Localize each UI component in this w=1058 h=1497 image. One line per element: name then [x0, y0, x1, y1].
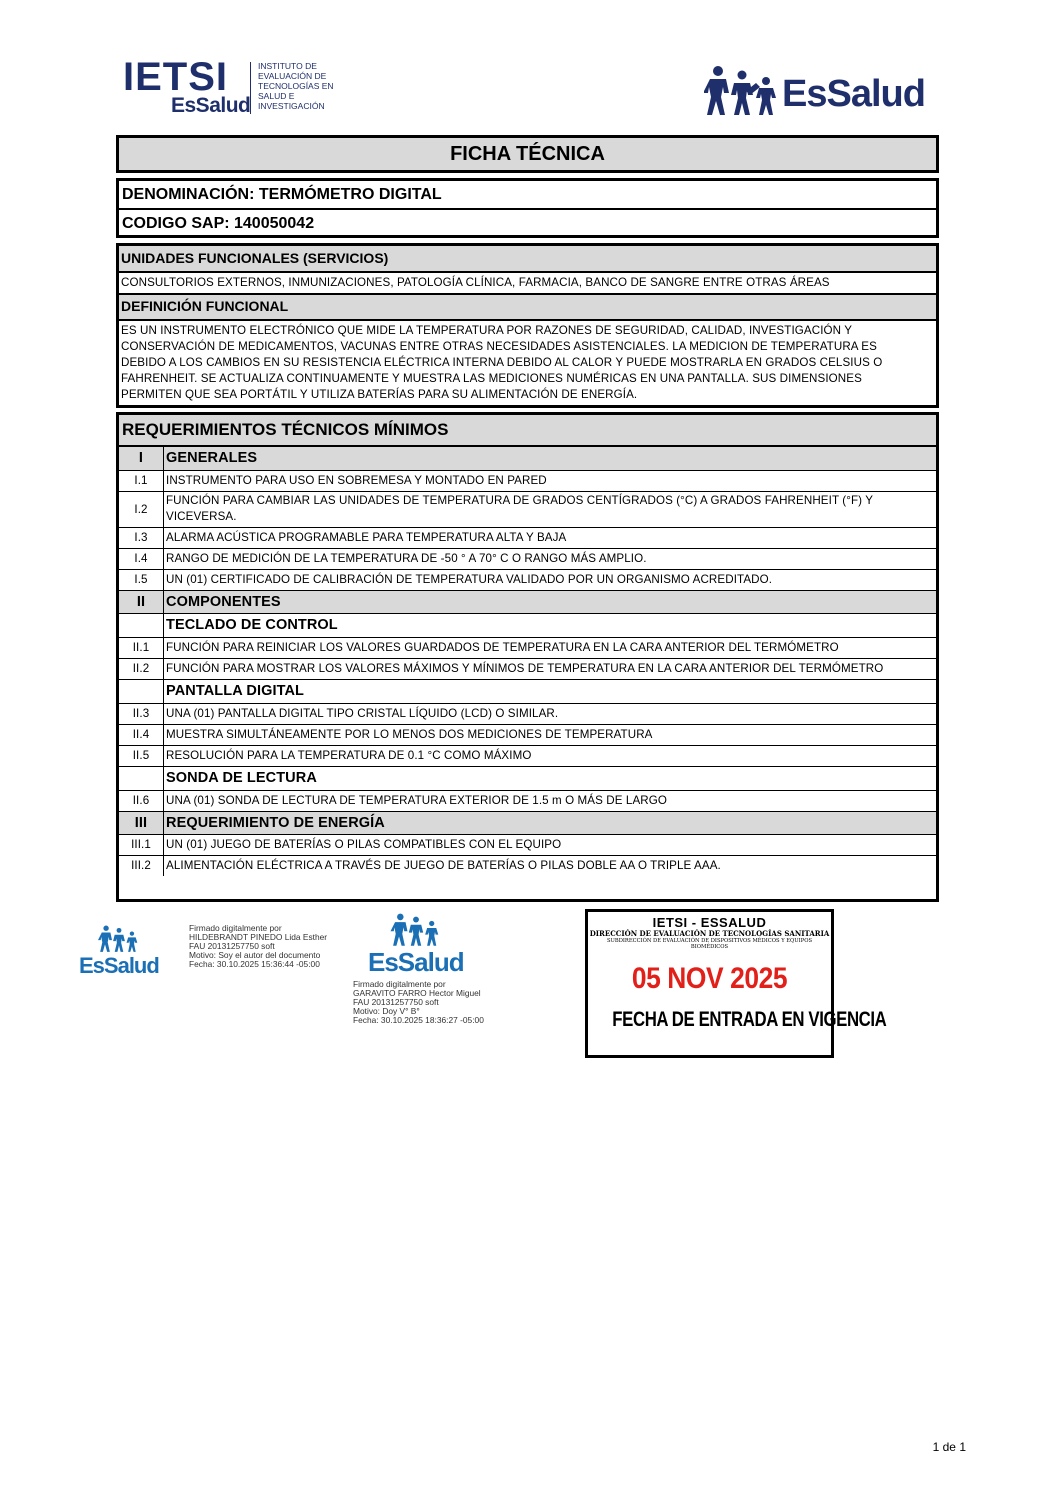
- row-number: III: [119, 811, 164, 834]
- row-number: I.3: [119, 527, 164, 548]
- family-icon: [97, 925, 141, 953]
- row-number: I.4: [119, 548, 164, 569]
- row-number: I.2: [119, 491, 164, 527]
- signature-line: Fecha: 30.10.2025 18:36:27 -05:00: [353, 1015, 484, 1025]
- ietsi-logo-divider: [250, 62, 251, 114]
- subsection-row: [119, 679, 936, 703]
- signature-logo: [79, 925, 159, 980]
- table-row: [119, 637, 936, 658]
- row-text: COMPONENTES: [164, 590, 937, 613]
- row-text: FUNCIÓN PARA REINICIAR LOS VALORES GUARDADOS DE TEMPERATURA EN LA CARA ANTERIOR DEL TERMÓMETRO: [164, 637, 937, 658]
- row-text: SONDA DE LECTURA: [164, 766, 937, 790]
- table-row: [119, 548, 936, 569]
- row-number: I: [119, 447, 164, 470]
- signature-2-text: [353, 980, 513, 1025]
- definicion-text: [119, 319, 936, 403]
- definicion-heading: DEFINICIÓN FUNCIONAL: [119, 293, 936, 319]
- signature-logo: [368, 913, 468, 979]
- essalud-logo: [704, 63, 932, 119]
- stamp-footer: FECHA DE ENTRADA EN VIGENCIA: [612, 1008, 887, 1031]
- row-number: [119, 679, 164, 703]
- subsection-row: [119, 766, 936, 790]
- stamp-line-1: DIRECCIÓN DE EVALUACIÓN DE TECNOLOGÍAS SANITARIA: [589, 929, 830, 938]
- row-number: I.1: [119, 470, 164, 491]
- ietsi-logo: [123, 55, 338, 118]
- family-icon: [390, 913, 442, 947]
- signature-line: Motivo: Soy el autor del documento: [189, 950, 321, 960]
- table-row: [119, 569, 936, 590]
- stamp-line-2: SUBDIRECCIÓN DE EVALUACIÓN DE DISPOSITIVOS MÉDICOS Y EQUIPOS BIOMÉDICOS: [606, 938, 813, 950]
- row-text: INSTRUMENTO PARA USO EN SOBREMESA Y MONTADO EN PARED: [164, 470, 937, 491]
- table-row: [119, 724, 936, 745]
- definicion-line: DEBIDO A LOS CAMBIOS EN SU RESISTENCIA ELÉCTRICA INTERNA DEBIDO AL CALOR Y PUEDE MOSTRARLA EN GRADOS CELSIUS O: [121, 356, 883, 369]
- row-number: II.3: [119, 703, 164, 724]
- row-text: UN (01) CERTIFICADO DE CALIBRACIÓN DE TEMPERATURA VALIDADO POR UN ORGANISMO ACREDITADO.: [164, 569, 937, 590]
- row-text: ALARMA ACÚSTICA PROGRAMABLE PARA TEMPERATURA ALTA Y BAJA: [164, 527, 937, 548]
- table-row: [119, 658, 936, 679]
- vigencia-stamp: [585, 909, 887, 1058]
- signature-line: Fecha: 30.10.2025 15:36:44 -05:00: [189, 959, 320, 969]
- unidades-text: CONSULTORIOS EXTERNOS, INMUNIZACIONES, PATOLOGÍA CLÍNICA, FARMACIA, BANCO DE SANGRE ENTRE OTRAS ÁREAS: [119, 271, 936, 293]
- signature-logo-text: EsSalud: [79, 953, 159, 978]
- row-number: I.5: [119, 569, 164, 590]
- definicion-line: CONSERVACIÓN DE MEDICAMENTOS, VACUNAS ENTRE OTRAS NECESIDADES ASISTENCIALES. LA MEDICION DE TEMPERATURA ES: [121, 340, 877, 353]
- row-number: [119, 613, 164, 637]
- ietsi-logo-text: INSTITUTO DE EVALUACIÓN DE TECNOLOGÍAS EN SALUD E INVESTIGACIÓN: [258, 61, 334, 111]
- table-row: [119, 790, 936, 811]
- definicion-line: PERMITEN QUE SEA PORTÁTIL Y UTILIZA BATERÍAS PARA SU ALIMENTACIÓN DE ENERGÍA.: [121, 388, 638, 401]
- stamp-title: IETSI - ESSALUD: [652, 915, 767, 930]
- family-icon: [704, 65, 780, 117]
- row-text: GENERALES: [164, 447, 937, 470]
- section-row: [119, 447, 936, 470]
- page-number: 1 de 1: [932, 1440, 966, 1454]
- table-row: [119, 527, 936, 548]
- row-text: TECLADO DE CONTROL: [164, 613, 937, 637]
- essalud-logo-text: EsSalud: [782, 73, 925, 115]
- signature-line: Motivo: Doy V° B°: [353, 1006, 420, 1016]
- subsection-row: [119, 613, 936, 637]
- requerimientos-heading: REQUERIMIENTOS TÉCNICOS MÍNIMOS: [119, 415, 936, 447]
- unidades-heading: UNIDADES FUNCIONALES (SERVICIOS): [119, 246, 936, 271]
- row-text: RESOLUCIÓN PARA LA TEMPERATURA DE 0.1 °C COMO MÁXIMO: [164, 745, 937, 766]
- row-text: REQUERIMIENTO DE ENERGÍA: [164, 811, 937, 834]
- signature-line: HILDEBRANDT PINEDO Lida Esther: [189, 932, 328, 942]
- stamp-date: 05 NOV 2025: [631, 962, 788, 995]
- row-number: [119, 766, 164, 790]
- row-number: II.2: [119, 658, 164, 679]
- table-row: [119, 745, 936, 766]
- row-text: UNA (01) PANTALLA DIGITAL TIPO CRISTAL LÍQUIDO (LCD) O SIMILAR.: [164, 703, 937, 724]
- signature-line: FAU 20131257750 soft: [189, 941, 275, 951]
- requerimientos-box: [116, 412, 939, 902]
- row-text: RANGO DE MEDICIÓN DE LA TEMPERATURA DE -50 ° A 70° C O RANGO MÁS AMPLIO.: [164, 548, 937, 569]
- definicion-line: ES UN INSTRUMENTO ELECTRÓNICO QUE MIDE LA TEMPERATURA POR RAZONES DE SEGURIDAD, CALIDAD, INVESTIGACIÓN Y: [121, 324, 853, 337]
- row-number: II.5: [119, 745, 164, 766]
- denominacion-box: [116, 178, 939, 238]
- table-row: [119, 855, 936, 876]
- signature-logo-text: EsSalud: [368, 947, 464, 977]
- table-row: [119, 834, 936, 855]
- row-number: II: [119, 590, 164, 613]
- row-text: PANTALLA DIGITAL: [164, 679, 937, 703]
- signature-line: Firmado digitalmente por: [189, 923, 282, 933]
- row-text: FUNCIÓN PARA MOSTRAR LOS VALORES MÁXIMOS Y MÍNIMOS DE TEMPERATURA EN LA CARA ANTERIOR DEL TERMÓMETRO: [164, 658, 937, 679]
- funcional-box: [116, 243, 939, 408]
- ietsi-logo-brand: IETSI: [123, 55, 229, 99]
- codigo-sap: CODIGO SAP: 140050042: [119, 208, 936, 237]
- section-row: [119, 590, 936, 613]
- page-title: FICHA TÉCNICA: [116, 135, 939, 173]
- signature-line: FAU 20131257750 soft: [353, 997, 439, 1007]
- section-row: [119, 811, 936, 834]
- table-row: [119, 491, 936, 527]
- signature-1-text: [189, 924, 349, 969]
- row-number: II.1: [119, 637, 164, 658]
- row-number: III.2: [119, 855, 164, 876]
- table-row: [119, 470, 936, 491]
- denominacion: DENOMINACIÓN: TERMÓMETRO DIGITAL: [122, 186, 442, 203]
- row-number: III.1: [119, 834, 164, 855]
- row-text: ALIMENTACIÓN ELÉCTRICA A TRAVÉS DE JUEGO DE BATERÍAS O PILAS DOBLE AA O TRIPLE AAA.: [164, 855, 937, 876]
- row-text: UN (01) JUEGO DE BATERÍAS O PILAS COMPATIBLES CON EL EQUIPO: [164, 834, 937, 855]
- signature-line: GARAVITO FARRO Hector Miguel: [353, 988, 481, 998]
- definicion-line: FAHRENHEIT. SE ACTUALIZA CONTINUAMENTE Y MUESTRA LAS MEDICIONES NUMÉRICAS EN UNA PANTALLA. SUS DIMENSIONES: [121, 372, 862, 385]
- signature-line: Firmado digitalmente por: [353, 979, 446, 989]
- row-text: FUNCIÓN PARA CAMBIAR LAS UNIDADES DE TEMPERATURA DE GRADOS CENTÍGRADOS (°C) A GRADOS FAHRENHEIT (°F) Y VICEVERSA.: [164, 491, 937, 527]
- row-number: II.4: [119, 724, 164, 745]
- requerimientos-table: [119, 447, 936, 876]
- row-number: II.6: [119, 790, 164, 811]
- row-text: MUESTRA SIMULTÁNEAMENTE POR LO MENOS DOS MEDICIONES DE TEMPERATURA: [164, 724, 937, 745]
- row-text: UNA (01) SONDA DE LECTURA DE TEMPERATURA EXTERIOR DE 1.5 m O MÁS DE LARGO: [164, 790, 937, 811]
- ietsi-logo-sub: EsSalud: [171, 94, 251, 117]
- table-row: [119, 703, 936, 724]
